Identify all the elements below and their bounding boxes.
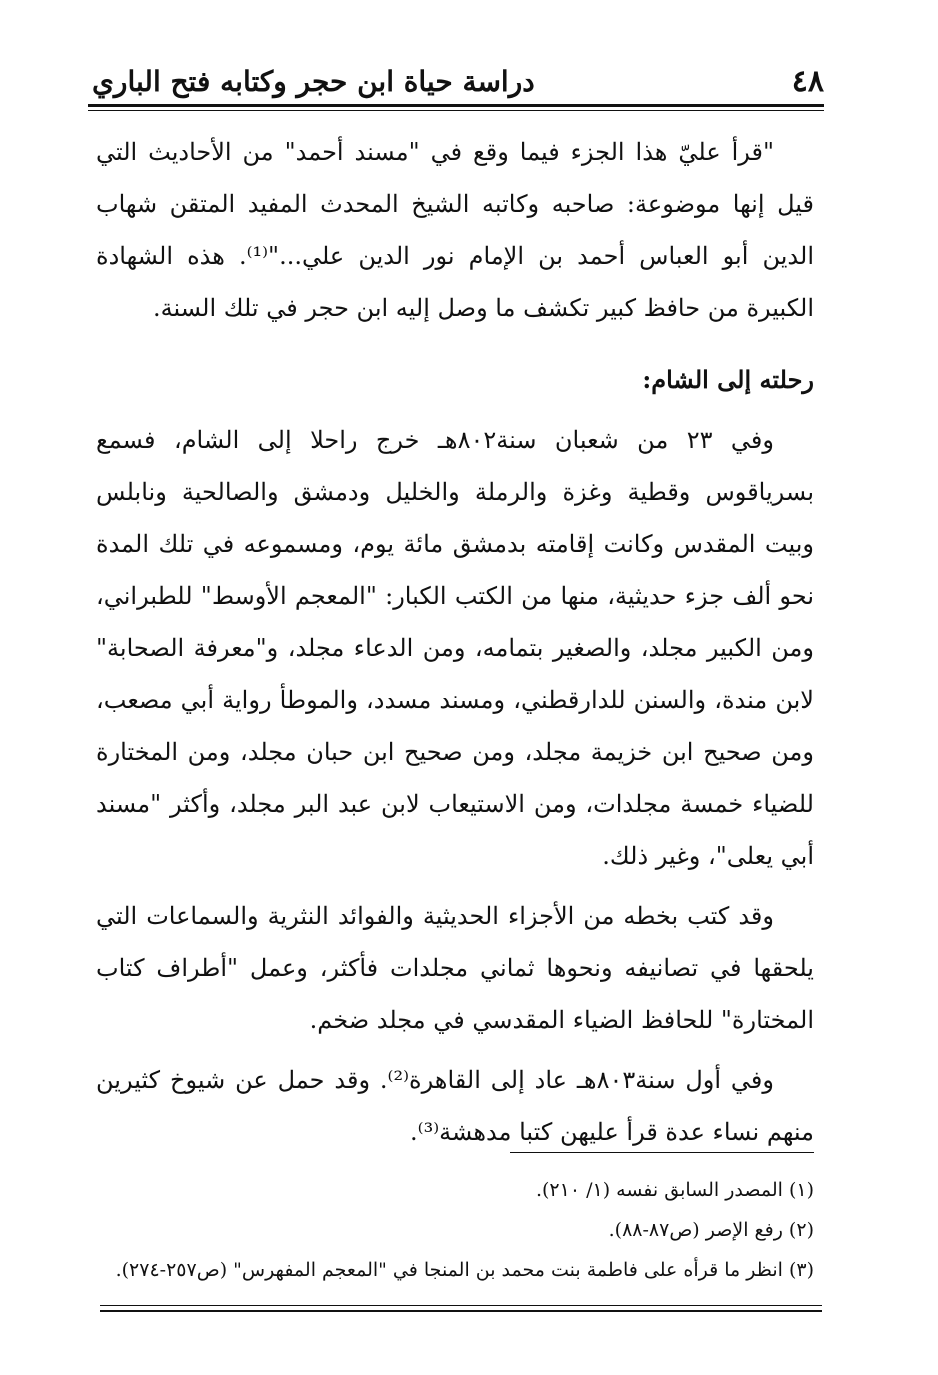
page-number: ٤٨	[791, 64, 824, 99]
footer-rule-secondary	[100, 1310, 822, 1312]
page-header	[88, 62, 824, 102]
running-title: دراسة حياة ابن حجر وكتابه فتح الباري	[92, 65, 535, 98]
paragraph-journey: وفي ٢٣ من شعبان سنة٨٠٢هـ خرج راحلا إلى الشام، فسمع بسرياقوس وقطية وغزة والرملة والخليل ودمشق والصالحية ونابلس وبيت المقدس وكانت إقامته بدمشق مائة يوم، ومسموعه في تلك المدة نحو ألف جزء حديثية، منها من الكتب الكبار: "المعجم الأوسط" للطبراني، ومن الكبير مجلد، والصغير بتمامه، ومن الدعاء مجلد، و"معرفة الصحابة" لابن مندة، والسنن للدارقطني، ومسند مسدد، والموطأ رواية أبي مصعب، ومن صحيح ابن خزيمة مجلد، ومن صحيح ابن حبان مجلد، ومن المختارة للضياء خمسة مجلدات، ومن الاستيعاب لابن عبد البر مجلد، وأكثر "مسند أبي يعلى"، وغير ذلك.	[96, 426, 815, 870]
footnote-2: (٢) رفع الإصر (ص٨٧-٨٨).	[608, 1219, 814, 1241]
footnotes	[96, 1170, 814, 1290]
main-text	[96, 126, 814, 1158]
paragraph-quote: "قرأ عليّ هذا الجزء فيما وقع في "مسند أحمد" من الأحاديث التي قيل إنها موضوعة: صاحبه وكاتبه الشيخ المحدث المفيد المتقن شهاب الدين أبو العباس أحمد بن الإمام نور الدين علي..."⁽¹⁾. هذه الشهادة الكبيرة من حافظ كبير تكشف ما وصل إليه ابن حجر في تلك السنة.	[96, 138, 815, 322]
paragraph-writings: وقد كتب بخطه من الأجزاء الحديثية والفوائد النثرية والسماعات التي يلحقها في تصانيفه ونحوها ثماني مجلدات فأكثر، وعمل "أطراف كتاب المختارة" للحافظ الضياء المقدسي في مجلد ضخم.	[96, 902, 814, 1034]
header-rule-secondary	[88, 110, 824, 111]
footnote-1: (١) المصدر السابق نفسه (١/ ٢١٠).	[535, 1179, 814, 1201]
paragraph-return: وفي أول سنة٨٠٣هـ عاد إلى القاهرة⁽²⁾. وقد حمل عن شيوخ كثيرين منهم نساء عدة قرأ عليهن كتبا مدهشة⁽³⁾.	[96, 1066, 814, 1146]
footer-rule	[100, 1305, 822, 1306]
header-rule	[88, 104, 824, 107]
footnote-separator	[510, 1152, 814, 1153]
section-heading: رحلته إلى الشام:	[642, 365, 814, 394]
footnote-3: (٣) انظر ما قرأه على فاطمة بنت محمد بن المنجا في "المعجم المفهرس" (ص٢٥٧-٢٧٤).	[115, 1259, 814, 1281]
